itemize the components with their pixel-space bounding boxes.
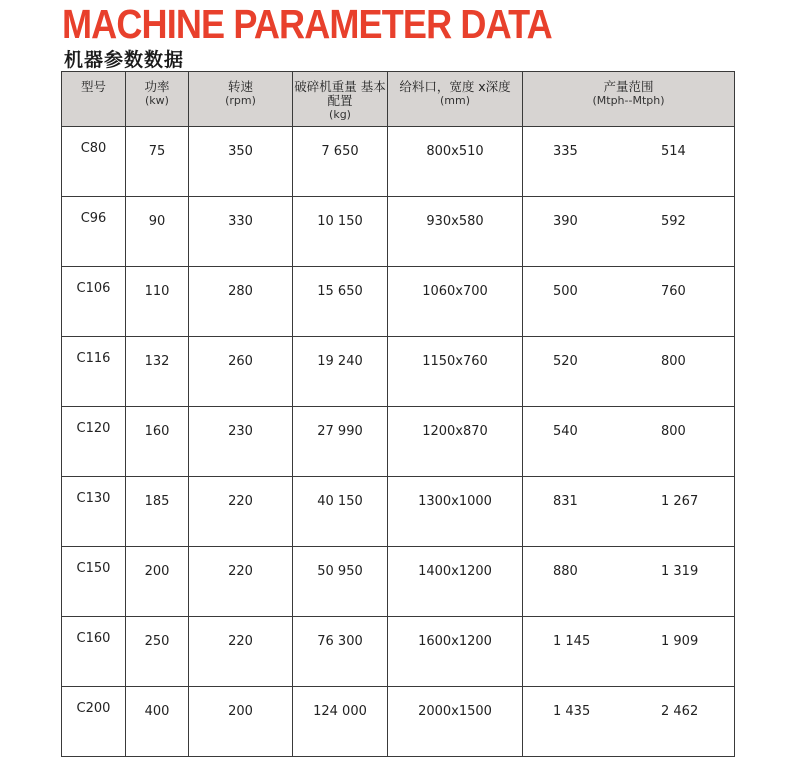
header-speed <box>189 72 293 127</box>
output-min: 520 <box>553 354 578 369</box>
cell-output <box>523 547 735 617</box>
cell-output <box>523 197 735 267</box>
cell-model: C130 <box>62 477 126 547</box>
header-weight-label: 破碎机重量 基本配置 <box>294 79 386 108</box>
cell-model: C120 <box>62 407 126 477</box>
table-row <box>62 687 735 757</box>
output-min: 1 145 <box>553 634 591 649</box>
cell-speed: 220 <box>189 617 293 687</box>
header-power-unit: (kw) <box>145 94 169 107</box>
cell-power: 110 <box>126 267 189 337</box>
cell-opening: 800x510 <box>388 127 523 197</box>
output-max: 1 909 <box>661 634 699 649</box>
cell-weight: 50 950 <box>293 547 388 617</box>
cell-opening: 1150x760 <box>388 337 523 407</box>
output-max: 800 <box>661 354 686 369</box>
header-model-label: 型号 <box>80 79 106 94</box>
header-output-unit: (Mtph--Mtph) <box>592 94 665 107</box>
table-row <box>62 407 735 477</box>
cell-output <box>523 337 735 407</box>
header-output-label: 产量范围 <box>603 79 654 94</box>
output-min: 880 <box>553 564 578 579</box>
cell-weight: 19 240 <box>293 337 388 407</box>
cell-model: C160 <box>62 617 126 687</box>
output-min: 1 435 <box>553 704 591 719</box>
cell-opening: 2000x1500 <box>388 687 523 757</box>
table-header <box>62 72 735 127</box>
cell-output <box>523 617 735 687</box>
cell-speed: 220 <box>189 547 293 617</box>
cell-speed: 330 <box>189 197 293 267</box>
cell-weight: 10 150 <box>293 197 388 267</box>
cell-output <box>523 267 735 337</box>
header-power-label: 功率 <box>144 79 170 94</box>
cell-model: C96 <box>62 197 126 267</box>
cell-weight: 15 650 <box>293 267 388 337</box>
header-speed-label: 转速 <box>227 79 253 94</box>
cell-weight: 27 990 <box>293 407 388 477</box>
cell-opening: 1300x1000 <box>388 477 523 547</box>
output-max: 1 267 <box>661 494 699 509</box>
output-min: 335 <box>553 144 578 159</box>
cell-opening: 1400x1200 <box>388 547 523 617</box>
output-max: 2 462 <box>661 704 699 719</box>
header-opening-unit: (mm) <box>439 94 470 107</box>
cell-model: C150 <box>62 547 126 617</box>
cell-speed: 220 <box>189 477 293 547</box>
cell-power: 185 <box>126 477 189 547</box>
page-title: MACHINE PARAMETER DATA <box>62 1 552 47</box>
cell-speed: 350 <box>189 127 293 197</box>
cell-opening: 930x580 <box>388 197 523 267</box>
header-opening-label: 给料口，宽度 x深度 <box>399 79 511 94</box>
page-subtitle: 机器参数数据 <box>64 49 185 71</box>
cell-model: C116 <box>62 337 126 407</box>
cell-opening: 1600x1200 <box>388 617 523 687</box>
table-row <box>62 477 735 547</box>
output-max: 800 <box>661 424 686 439</box>
cell-power: 400 <box>126 687 189 757</box>
header-opening <box>388 72 523 127</box>
output-max: 760 <box>661 284 686 299</box>
cell-output <box>523 127 735 197</box>
header-weight-unit: (kg) <box>329 108 351 121</box>
table-row <box>62 127 735 197</box>
cell-output <box>523 687 735 757</box>
cell-power: 90 <box>126 197 189 267</box>
cell-weight: 7 650 <box>293 127 388 197</box>
output-max: 592 <box>661 214 686 229</box>
table-row <box>62 197 735 267</box>
output-min: 500 <box>553 284 578 299</box>
cell-speed: 260 <box>189 337 293 407</box>
cell-power: 75 <box>126 127 189 197</box>
parameter-table <box>61 71 735 757</box>
cell-speed: 280 <box>189 267 293 337</box>
table-row <box>62 337 735 407</box>
output-min: 390 <box>553 214 578 229</box>
cell-speed: 230 <box>189 407 293 477</box>
cell-speed: 200 <box>189 687 293 757</box>
cell-model: C80 <box>62 127 126 197</box>
table-row <box>62 617 735 687</box>
cell-power: 132 <box>126 337 189 407</box>
table-row <box>62 267 735 337</box>
cell-opening: 1200x870 <box>388 407 523 477</box>
cell-power: 200 <box>126 547 189 617</box>
header-weight <box>293 72 388 127</box>
table-body <box>62 127 735 757</box>
cell-output <box>523 477 735 547</box>
header-row <box>62 72 735 127</box>
header-speed-unit: (rpm) <box>225 94 256 107</box>
cell-opening: 1060x700 <box>388 267 523 337</box>
output-min: 540 <box>553 424 578 439</box>
header-power <box>126 72 189 127</box>
output-max: 514 <box>661 144 686 159</box>
cell-weight: 124 000 <box>293 687 388 757</box>
output-max: 1 319 <box>661 564 699 579</box>
cell-model: C200 <box>62 687 126 757</box>
header-model <box>62 72 126 127</box>
cell-output <box>523 407 735 477</box>
cell-power: 160 <box>126 407 189 477</box>
cell-power: 250 <box>126 617 189 687</box>
cell-weight: 40 150 <box>293 477 388 547</box>
output-min: 831 <box>553 494 578 509</box>
table-row <box>62 547 735 617</box>
header-output <box>523 72 735 127</box>
cell-weight: 76 300 <box>293 617 388 687</box>
cell-model: C106 <box>62 267 126 337</box>
